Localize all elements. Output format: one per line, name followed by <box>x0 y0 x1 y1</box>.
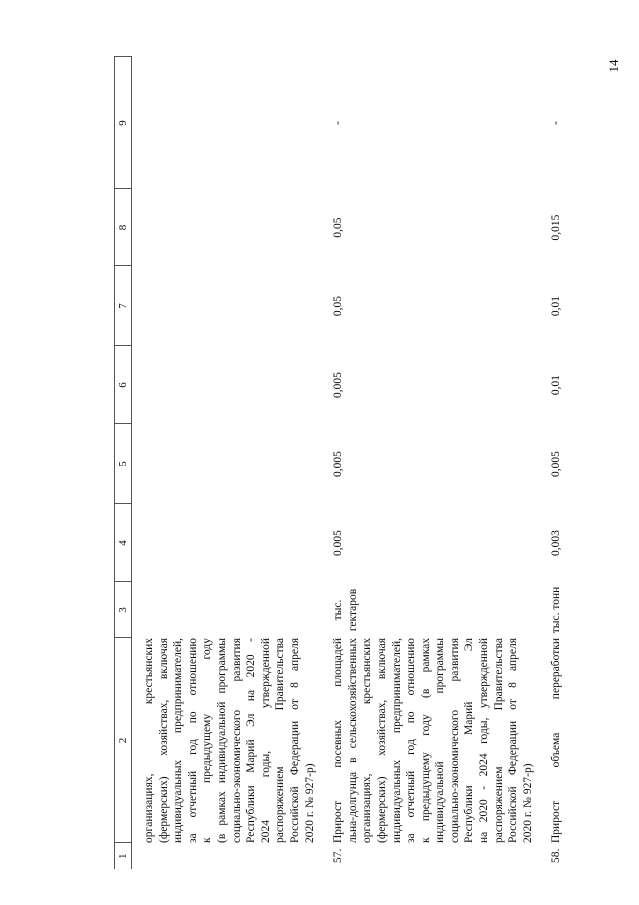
description-line: социально-экономического развития <box>230 638 243 843</box>
table-row <box>535 57 564 869</box>
header-cell-2: 2 <box>115 638 132 843</box>
value-col-7 <box>132 266 318 346</box>
value-col-6: 0,01 <box>550 374 563 396</box>
unit-cell: тыс. гектаров <box>332 588 359 632</box>
value-col-4 <box>132 504 318 582</box>
value-col-9 <box>132 57 318 189</box>
header-cell-6: 6 <box>115 346 132 424</box>
header-cell-4: 4 <box>115 504 132 582</box>
description-line: на 2020 - 2024 годы, утвержденной <box>478 638 491 843</box>
description-line: за отчетный год по отношению <box>186 638 199 843</box>
indicator-description <box>317 638 535 843</box>
header-cell-1: 1 <box>115 843 132 869</box>
header-cell-3: 3 <box>115 582 132 638</box>
description-line: 2024 годы, утвержденной <box>259 638 272 843</box>
header-cell-9: 9 <box>115 57 132 189</box>
description-line: индивидуальной программы <box>434 638 447 843</box>
header-cell-8: 8 <box>115 189 132 266</box>
description-line: к предыдущему году <box>201 638 214 843</box>
description-line: 2020 г. № 927-р) <box>303 763 316 843</box>
value-col-7: 0,05 <box>332 295 345 317</box>
description-line: Российской Федерации от 8 апреля <box>288 638 301 843</box>
table-row <box>317 57 535 869</box>
description-line: льна-долгунца в сельскохозяйственных <box>346 638 359 843</box>
header-row <box>115 57 132 869</box>
description-line: индивидуальных предпринимателей, <box>390 638 403 843</box>
description-line: (фермерских) хозяйствах, включая <box>375 638 388 843</box>
description-line: Прирост посевных площадей <box>332 638 345 843</box>
value-col-4: 0,003 <box>550 530 563 556</box>
value-col-6: 0,005 <box>332 372 345 398</box>
header-cell-5: 5 <box>115 424 132 504</box>
rotated-table-page <box>114 57 639 869</box>
value-col-5: 0,005 <box>550 451 563 477</box>
row-number <box>132 843 318 869</box>
page-number: 14 <box>606 59 621 73</box>
value-col-9: - <box>550 121 563 125</box>
row-number: 57. <box>332 848 345 863</box>
value-col-7: 0,01 <box>550 295 563 317</box>
description-line: организациях, крестьянских <box>143 638 155 843</box>
indicator-description <box>132 638 318 843</box>
value-col-6 <box>132 346 318 424</box>
description-line: (в рамках индивидуальной программы <box>215 638 228 843</box>
value-col-9: - <box>332 121 345 125</box>
description-line: распоряжением Правительства <box>274 638 287 843</box>
value-col-4: 0,005 <box>332 530 345 556</box>
description-line: (фермерских) хозяйствах, включая <box>157 638 170 843</box>
description-line: Республики Марий Эл на 2020 - <box>245 638 258 843</box>
description-line: 2020 г. № 927-р) <box>521 763 534 843</box>
description-line: к предыдущему году (в рамках <box>419 638 432 843</box>
description-line: Республики Марий Эл <box>463 638 476 843</box>
description-line: Прирост объема переработки <box>550 638 563 843</box>
value-col-8: 0,05 <box>332 217 345 238</box>
value-col-8 <box>132 189 318 266</box>
value-col-8: 0,015 <box>550 214 563 241</box>
indicator-table <box>114 57 564 870</box>
value-col-5 <box>132 424 318 504</box>
description-line: за отчетный год по отношению <box>405 638 418 843</box>
description-line: социально-экономического развития <box>448 638 461 843</box>
description-line: организациях, крестьянских <box>361 638 374 843</box>
unit-cell: тыс. тонн <box>550 586 563 634</box>
description-line: распоряжением Правительства <box>492 638 505 843</box>
row-number: 58. <box>550 848 563 863</box>
unit-cell <box>132 582 318 638</box>
indicator-description <box>535 638 564 843</box>
table-row <box>132 57 318 869</box>
header-cell-7: 7 <box>115 266 132 346</box>
value-col-5: 0,005 <box>332 451 345 477</box>
description-line: индивидуальных предпринимателей, <box>172 638 185 843</box>
description-line: Российской Федерации от 8 апреля <box>507 638 520 843</box>
